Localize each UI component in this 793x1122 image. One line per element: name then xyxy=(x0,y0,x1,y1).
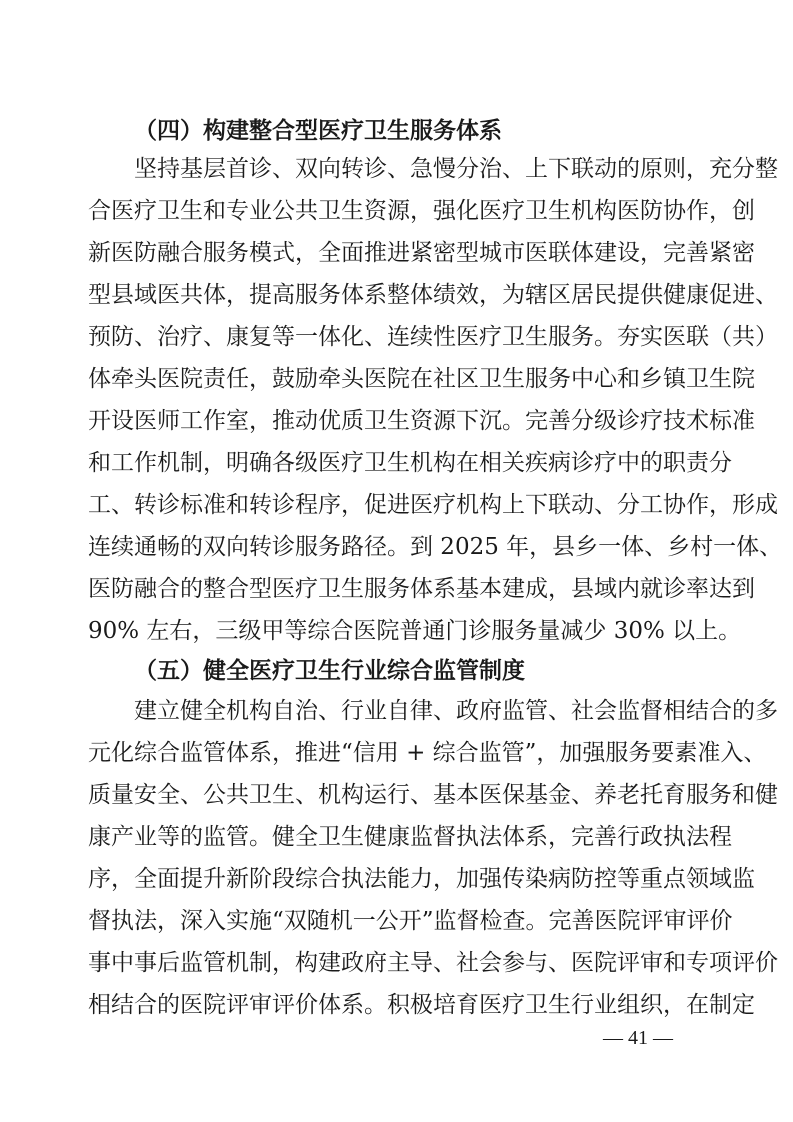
paragraph-line: 序，全面提升新阶段综合执法能力，加强传染病防控等重点领域监 xyxy=(88,866,755,892)
section-heading-4: （四）构建整合型医疗卫生服务体系 xyxy=(134,118,502,144)
paragraph-line: 坚持基层首诊、双向转诊、急慢分治、上下联动的原则，充分整 xyxy=(88,156,778,182)
paragraph-line: 质量安全、公共卫生、机构运行、基本医保基金、养老托育服务和健 xyxy=(88,782,778,808)
paragraph-line: 督执法，深入实施“双随机一公开”监督检查。完善医院评审评价 xyxy=(88,908,733,934)
paragraph-line: 体牵头医院责任，鼓励牵头医院在社区卫生服务中心和乡镇卫生院 xyxy=(88,366,755,392)
paragraph-line: 元化综合监管体系，推进“信用 + 综合监管”，加强服务要素准入、 xyxy=(88,740,767,766)
paragraph-line: 预防、治疗、康复等一体化、连续性医疗卫生服务。夯实医联（共） xyxy=(88,324,778,350)
paragraph-line: 开设医师工作室，推动优质卫生资源下沉。完善分级诊疗技术标准 xyxy=(88,408,755,434)
section-heading-5: （五）健全医疗卫生行业综合监管制度 xyxy=(134,658,525,684)
paragraph-line: 医防融合的整合型医疗卫生服务体系基本建成，县域内就诊率达到 xyxy=(88,576,755,602)
paragraph-line: 事中事后监管机制，构建政府主导、社会参与、医院评审和专项评价 xyxy=(88,950,778,976)
paragraph-line: 新医防融合服务模式，全面推进紧密型城市医联体建设，完善紧密 xyxy=(88,240,755,266)
paragraph-line: 合医疗卫生和专业公共卫生资源，强化医疗卫生机构医防协作，创 xyxy=(88,198,755,224)
page-number: — 41 — xyxy=(603,1027,673,1049)
paragraph-line: 连续通畅的双向转诊服务路径。到 2025 年，县乡一体、乡村一体、 xyxy=(88,534,783,560)
paragraph-line: 工、转诊标准和转诊程序，促进医疗机构上下联动、分工协作，形成 xyxy=(88,492,778,518)
paragraph-line: 建立健全机构自治、行业自律、政府监管、社会监督相结合的多 xyxy=(88,698,778,724)
paragraph-line: 相结合的医院评审评价体系。积极培育医疗卫生行业组织，在制定 xyxy=(88,992,755,1018)
paragraph-line: 90% 左右，三级甲等综合医院普通门诊服务量减少 30% 以上。 xyxy=(88,618,742,644)
paragraph-line: 型县域医共体，提高服务体系整体绩效，为辖区居民提供健康促进、 xyxy=(88,282,778,308)
paragraph-line: 和工作机制，明确各级医疗卫生机构在相关疾病诊疗中的职责分 xyxy=(88,450,732,476)
paragraph-line: 康产业等的监管。健全卫生健康监督执法体系，完善行政执法程 xyxy=(88,824,732,850)
